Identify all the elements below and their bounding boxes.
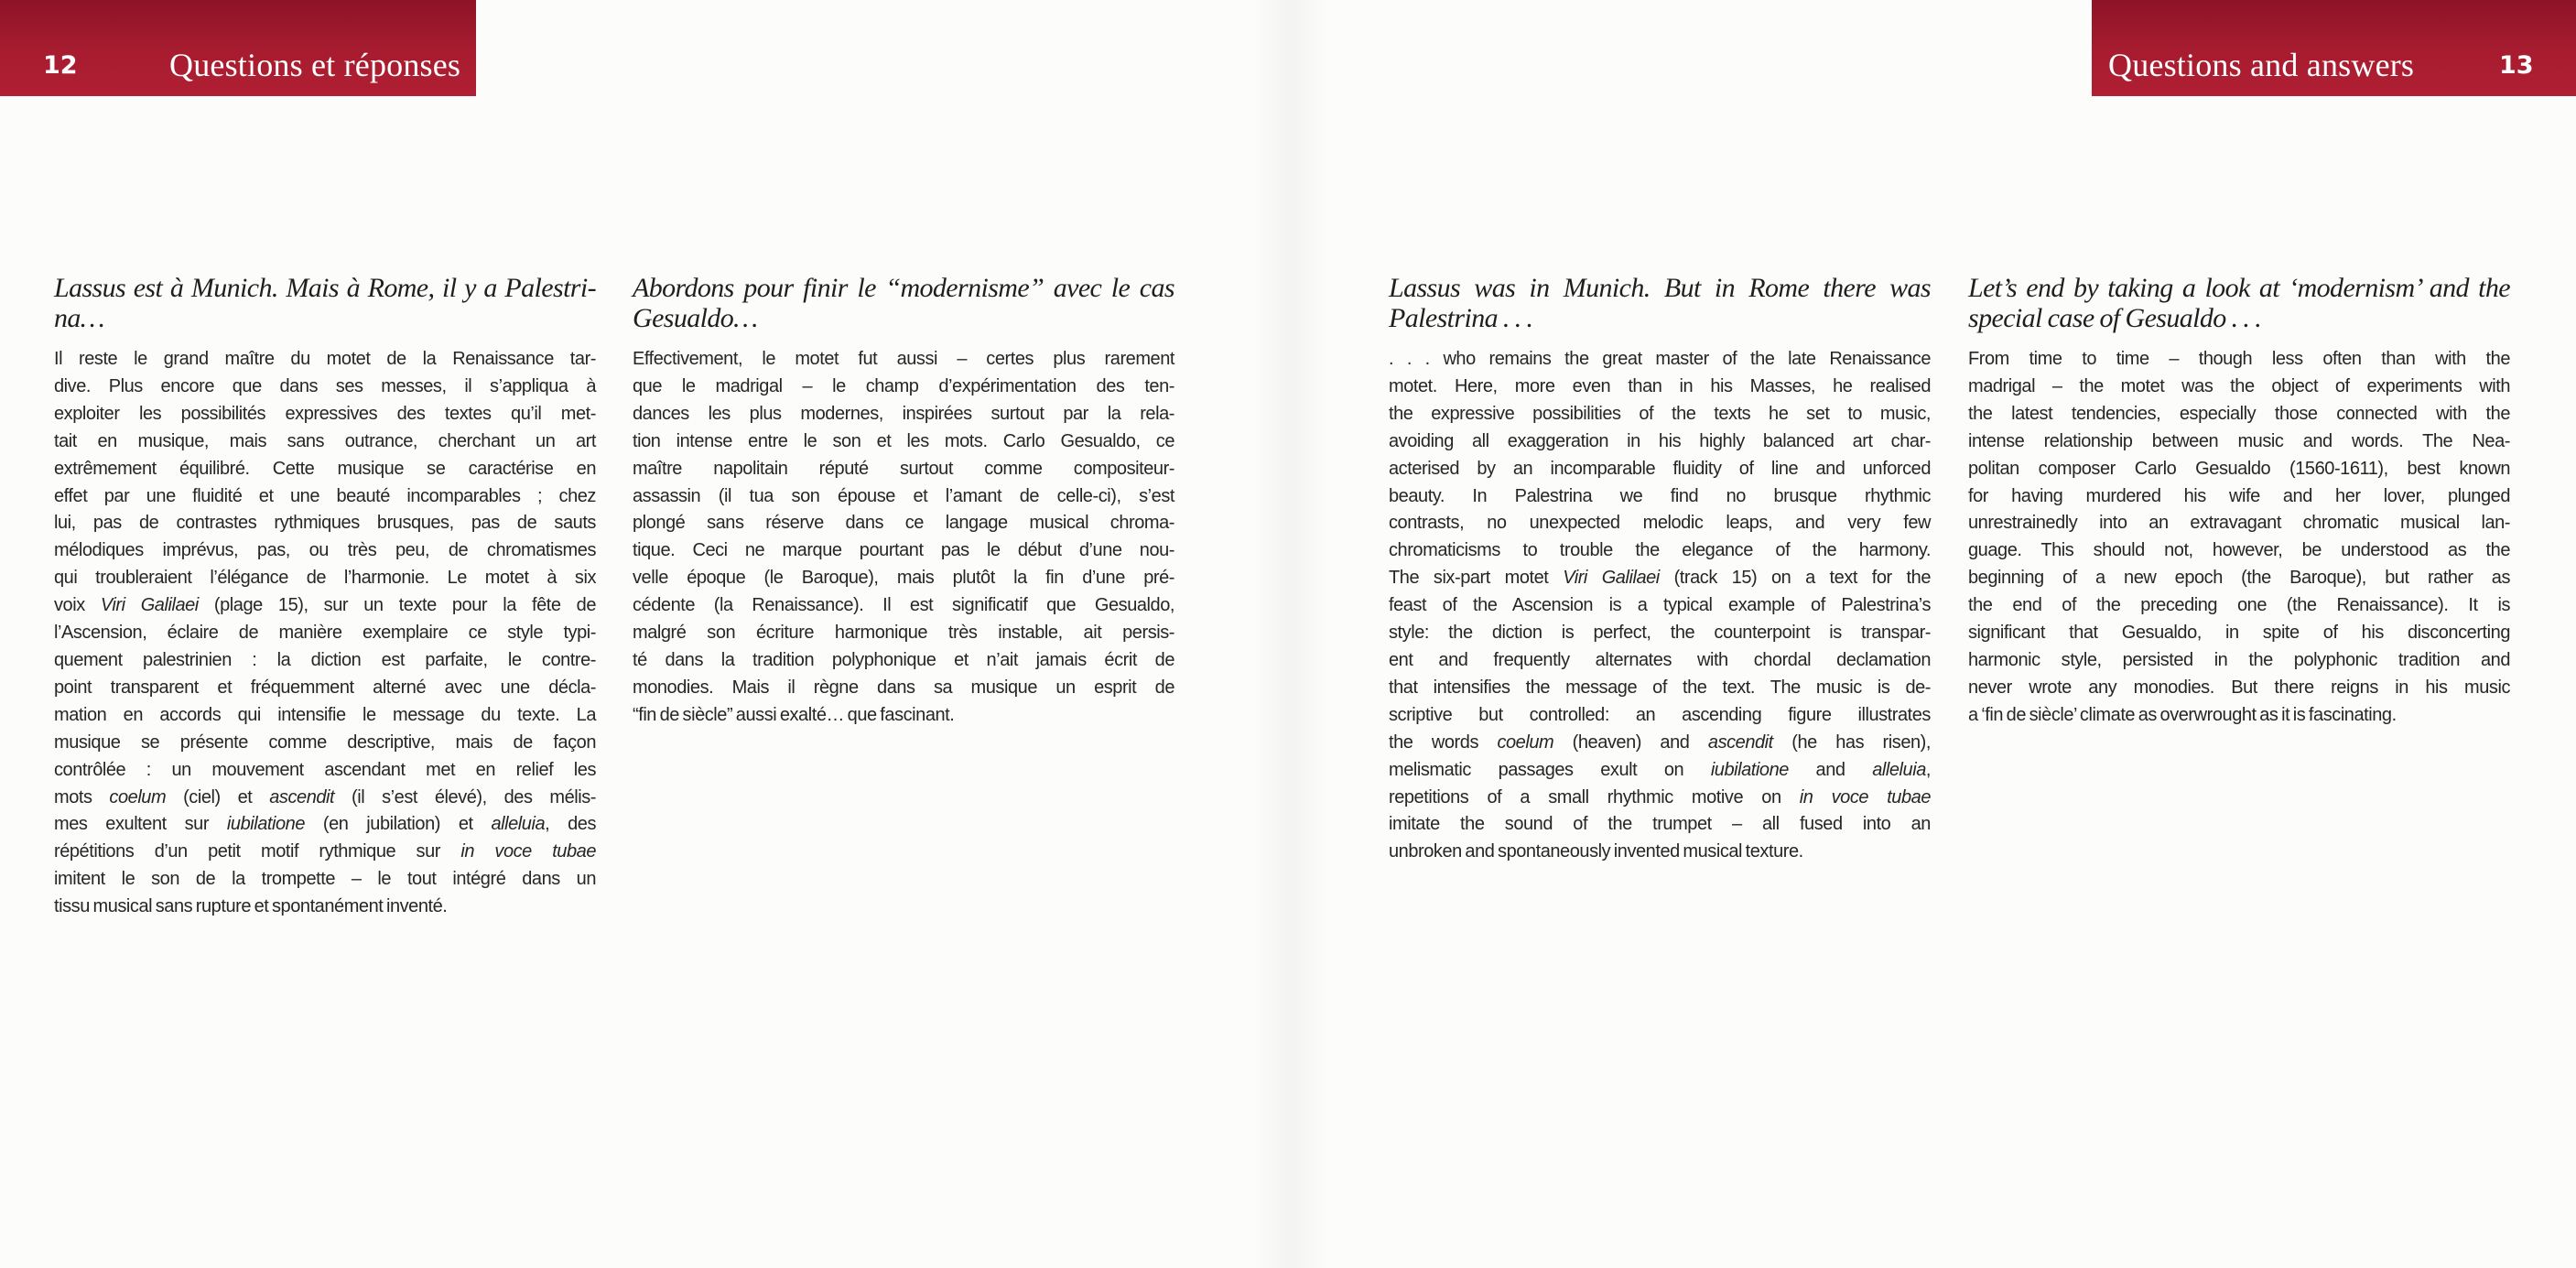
text-run: The six-part motet: [1389, 568, 1564, 589]
italic-term: alleluia: [1872, 759, 1926, 780]
text-run: qui troubleraient l’élégance de l’harmonie. Le motet à six: [54, 568, 596, 589]
text-run: motet. Here, more even than in his Masses, he realised: [1389, 375, 1931, 396]
text-run: malgré son écriture harmonique très instable, ait persis-: [633, 623, 1174, 644]
text-run: contrôlée : un mouvement ascendant met en relief les: [54, 759, 596, 780]
text-run: tion intense entre le son et les mots. Carlo Gesualdo, ce: [633, 430, 1174, 451]
text-line: [1968, 592, 2510, 620]
text-run: Effectivement, le motet fut aussi – certes plus rarement: [633, 349, 1174, 369]
text-line: [1968, 510, 2510, 537]
text-run: (en jubilation) et: [305, 814, 492, 835]
text-line: [1968, 537, 2510, 565]
text-run: exploiter les possibilités expressives des textes qu’il met-: [54, 403, 596, 424]
text-run: tique. Ceci ne marque pourtant pas le début d’une nou-: [633, 540, 1174, 561]
text-run: voix: [54, 595, 101, 616]
text-line: [54, 483, 596, 511]
text-line: [54, 866, 596, 894]
text-run: té dans la tradition polyphonique et n’ait jamais écrit de: [633, 649, 1174, 670]
text-line: [1968, 346, 2510, 374]
text-run: that intensifies the message of the text. The music is de-: [1389, 677, 1931, 698]
text-line: [633, 510, 1174, 537]
text-line: [633, 537, 1174, 565]
text-line: [54, 894, 596, 921]
heading-line: special case of Gesualdo . . .: [1968, 303, 2262, 333]
text-line: [1389, 757, 1931, 785]
text-line: [1389, 537, 1931, 565]
text-line: [1389, 620, 1931, 647]
text-run: unrestrainedly into an extravagant chromatic musical lan-: [1968, 513, 2510, 534]
text-run: imitent le son de la trompette – le tout intégré dans un: [54, 869, 596, 890]
text-line: [54, 839, 596, 866]
text-run: melismatic passages exult on: [1389, 759, 1711, 780]
text-run: cédente (la Renaissance). Il est significatif que Gesualdo,: [633, 595, 1174, 616]
text-run: (plage 15), sur un texte pour la fête de: [198, 595, 596, 616]
heading-line: Lassus est à Munich. Mais à Rome, il y a Palestri-: [54, 273, 596, 303]
text-line: [1968, 647, 2510, 675]
section-title: Questions et réponses: [169, 47, 461, 83]
text-run: repetitions of a small rhythmic motive on: [1389, 786, 1800, 807]
text-line: [1389, 675, 1931, 702]
text-run: chromaticisms to trouble the elegance of the harmony.: [1389, 540, 1931, 561]
column-en-palestrina: [1389, 273, 1931, 866]
text-run: extrêmement équilibré. Cette musique se caractérise en: [54, 458, 596, 479]
text-line: [54, 537, 596, 565]
text-run: dances les plus modernes, inspirées surtout par la rela-: [633, 403, 1174, 424]
text-run: mation en accords qui intensifie le message du texte. La: [54, 704, 596, 725]
text-line: [1968, 401, 2510, 428]
heading-line: Abordons pour finir le “modernisme” avec le cas: [633, 273, 1174, 303]
text-run: musique se présente comme descriptive, mais de façon: [54, 732, 596, 753]
text-line: [633, 401, 1174, 428]
text-line: [1968, 456, 2510, 483]
text-line: [54, 374, 596, 401]
heading-line: na…: [54, 303, 104, 333]
text-run: (he has risen),: [1772, 732, 1931, 753]
text-line: [1389, 647, 1931, 675]
text-run: velle époque (le Baroque), mais plutôt la fin d’une pré-: [633, 568, 1174, 589]
text-run: (ciel) et: [166, 786, 270, 807]
text-line: [54, 811, 596, 839]
text-run: . . . who remains the great master of the late Renaissance: [1389, 349, 1931, 369]
italic-term: Viri Galilaei: [1563, 568, 1660, 589]
text-line: [1968, 675, 2510, 702]
text-run: unbroken and spontaneously invented musical texture.: [1389, 841, 1803, 862]
text-run: “fin de siècle” aussi exalté… que fascinant.: [633, 704, 955, 725]
text-run: , des: [545, 814, 597, 835]
text-line: [54, 456, 596, 483]
text-line: [54, 401, 596, 428]
text-run: From time to time – though less often than with the: [1968, 349, 2510, 369]
text-run: the end of the preceding one (the Renaissance). It is: [1968, 595, 2510, 616]
text-line: [1389, 565, 1931, 592]
text-line: [633, 592, 1174, 620]
column-fr-gesualdo: [633, 273, 1174, 730]
italic-term: ascendit: [1707, 732, 1773, 753]
text-run: for having murdered his wife and her lover, plunged: [1968, 485, 2510, 506]
text-run: guage. This should not, however, be understood as the: [1968, 540, 2510, 561]
text-line: [633, 675, 1174, 702]
text-line: [1389, 510, 1931, 537]
left-page-header: [0, 0, 476, 96]
text-run: assassin (il tua son épouse et l’amant de celle-ci), s’est: [633, 485, 1174, 506]
text-line: [54, 592, 596, 620]
page-number: 12: [43, 51, 78, 80]
text-run: the words: [1389, 732, 1498, 753]
text-line: [54, 346, 596, 374]
text-run: feast of the Ascension is a typical example of Palestrina’s: [1389, 595, 1931, 616]
text-line: [633, 702, 1174, 730]
text-line: [1968, 428, 2510, 456]
text-line: [1968, 483, 2510, 511]
text-run: madrigal – the motet was the object of experiments with: [1968, 375, 2510, 396]
text-run: maître napolitain réputé surtout comme compositeur-: [633, 458, 1174, 479]
heading-line: Let’s end by taking a look at ‘modernism’ and the: [1968, 273, 2510, 303]
text-run: mes exultent sur: [54, 814, 227, 835]
text-line: [1389, 401, 1931, 428]
heading-line: Lassus was in Munich. But in Rome there was: [1389, 273, 1931, 303]
text-line: [54, 730, 596, 757]
text-line: [633, 483, 1174, 511]
text-run: imitate the sound of the trumpet – all fused into an: [1389, 814, 1931, 835]
text-run: style: the diction is perfect, the counterpoint is transpar-: [1389, 623, 1931, 644]
text-run: beginning of a new epoch (the Baroque), but rather as: [1968, 568, 2510, 589]
text-run: avoiding all exaggeration in his highly balanced art char-: [1389, 430, 1931, 451]
body-text: [1389, 346, 1931, 866]
body-text: [1968, 346, 2510, 730]
column-heading: [633, 273, 1174, 333]
text-line: [1389, 483, 1931, 511]
heading-line: Gesualdo…: [633, 303, 758, 333]
text-run: lui, pas de contrastes rythmiques brusques, pas de sauts: [54, 513, 596, 534]
text-line: [54, 702, 596, 730]
text-run: never wrote any monodies. But there reigns in his music: [1968, 677, 2510, 698]
text-run: scriptive but controlled: an ascending figure illustrates: [1389, 704, 1931, 725]
text-run: acterised by an incomparable fluidity of line and unforced: [1389, 458, 1931, 479]
text-run: monodies. Mais il règne dans sa musique un esprit de: [633, 677, 1174, 698]
section-title: Questions and answers: [2108, 47, 2415, 83]
text-line: [633, 374, 1174, 401]
text-run: quement palestrinien : la diction est parfaite, le contre-: [54, 649, 596, 670]
text-line: [633, 456, 1174, 483]
italic-term: coelum: [109, 786, 167, 807]
text-line: [1389, 456, 1931, 483]
text-run: plongé sans réserve dans ce langage musical chroma-: [633, 513, 1174, 534]
text-run: significant that Gesualdo, in spite of his disconcerting: [1968, 623, 2510, 644]
text-run: dive. Plus encore que dans ses messes, il s’appliqua à: [54, 375, 596, 396]
text-line: [633, 565, 1174, 592]
body-text: [633, 346, 1174, 730]
body-text: [54, 346, 596, 921]
italic-term: in voce tubae: [1799, 786, 1931, 807]
text-run: (il s’est élevé), des mélis-: [334, 786, 597, 807]
text-line: [633, 620, 1174, 647]
italic-term: iubilatione: [1710, 759, 1789, 780]
right-page-header: [2092, 0, 2576, 96]
text-line: [1968, 374, 2510, 401]
text-run: tait en musique, mais sans outrance, cherchant un art: [54, 430, 596, 451]
text-line: [1968, 620, 2510, 647]
text-run: ent and frequently alternates with chordal declamation: [1389, 649, 1931, 670]
text-run: the expressive possibilities of the texts he set to music,: [1389, 403, 1931, 424]
text-run: que le madrigal – le champ d’expérimentation des ten-: [633, 375, 1174, 396]
text-run: tissu musical sans rupture et spontanément inventé.: [54, 896, 448, 917]
heading-line: Palestrina . . .: [1389, 303, 1533, 333]
text-line: [1389, 374, 1931, 401]
text-run: contrasts, no unexpected melodic leaps, and very few: [1389, 513, 1931, 534]
italic-term: Viri Galilaei: [100, 595, 199, 616]
text-run: beauty. In Palestrina we find no brusque rhythmic: [1389, 485, 1931, 506]
text-line: [54, 647, 596, 675]
column-heading: [1968, 273, 2510, 333]
text-line: [1389, 346, 1931, 374]
column-heading: [54, 273, 596, 333]
text-line: [54, 757, 596, 785]
text-line: [54, 428, 596, 456]
text-line: [1389, 730, 1931, 757]
text-run: (heaven) and: [1553, 732, 1708, 753]
page-number: 13: [2499, 51, 2534, 80]
text-run: harmonic style, persisted in the polyphonic tradition and: [1968, 649, 2510, 670]
text-run: point transparent et fréquemment alterné avec une décla-: [54, 677, 596, 698]
text-run: politan composer Carlo Gesualdo (1560-1611), best known: [1968, 458, 2510, 479]
text-line: [1389, 702, 1931, 730]
center-fold: [1254, 0, 1327, 1268]
text-run: Il reste le grand maître du motet de la Renaissance tar-: [54, 349, 596, 369]
text-run: and: [1788, 759, 1873, 780]
text-run: a ‘fin de siècle’ climate as overwrought as it is fascinating.: [1968, 704, 2397, 725]
italic-term: iubilatione: [226, 814, 306, 835]
text-line: [1968, 565, 2510, 592]
column-heading: [1389, 273, 1931, 333]
text-line: [1389, 428, 1931, 456]
text-run: effet par une fluidité et une beauté incomparables ; chez: [54, 485, 596, 506]
italic-term: in voce tubae: [460, 841, 596, 862]
text-line: [1389, 785, 1931, 812]
text-line: [633, 647, 1174, 675]
text-line: [54, 620, 596, 647]
text-run: ,: [1925, 759, 1931, 780]
text-run: intense relationship between music and words. The Nea-: [1968, 430, 2510, 451]
italic-term: ascendit: [269, 786, 335, 807]
text-line: [1968, 702, 2510, 730]
text-run: répétitions d’un petit motif rythmique sur: [54, 841, 461, 862]
text-run: (track 15) on a text for the: [1659, 568, 1931, 589]
text-run: mélodiques imprévus, pas, ou très peu, de chromatismes: [54, 540, 596, 561]
text-run: the latest tendencies, especially those connected with the: [1968, 403, 2510, 424]
column-en-gesualdo: [1968, 273, 2510, 730]
text-line: [54, 675, 596, 702]
text-line: [54, 510, 596, 537]
text-line: [633, 428, 1174, 456]
text-line: [54, 785, 596, 812]
text-line: [1389, 811, 1931, 839]
text-run: l’Ascension, éclaire de manière exemplaire ce style typi-: [54, 623, 596, 644]
text-line: [54, 565, 596, 592]
column-fr-palestrina: [54, 273, 596, 921]
text-line: [1389, 839, 1931, 866]
italic-term: alleluia: [491, 814, 546, 835]
text-line: [633, 346, 1174, 374]
text-run: mots: [54, 786, 110, 807]
text-line: [1389, 592, 1931, 620]
italic-term: coelum: [1497, 732, 1554, 753]
